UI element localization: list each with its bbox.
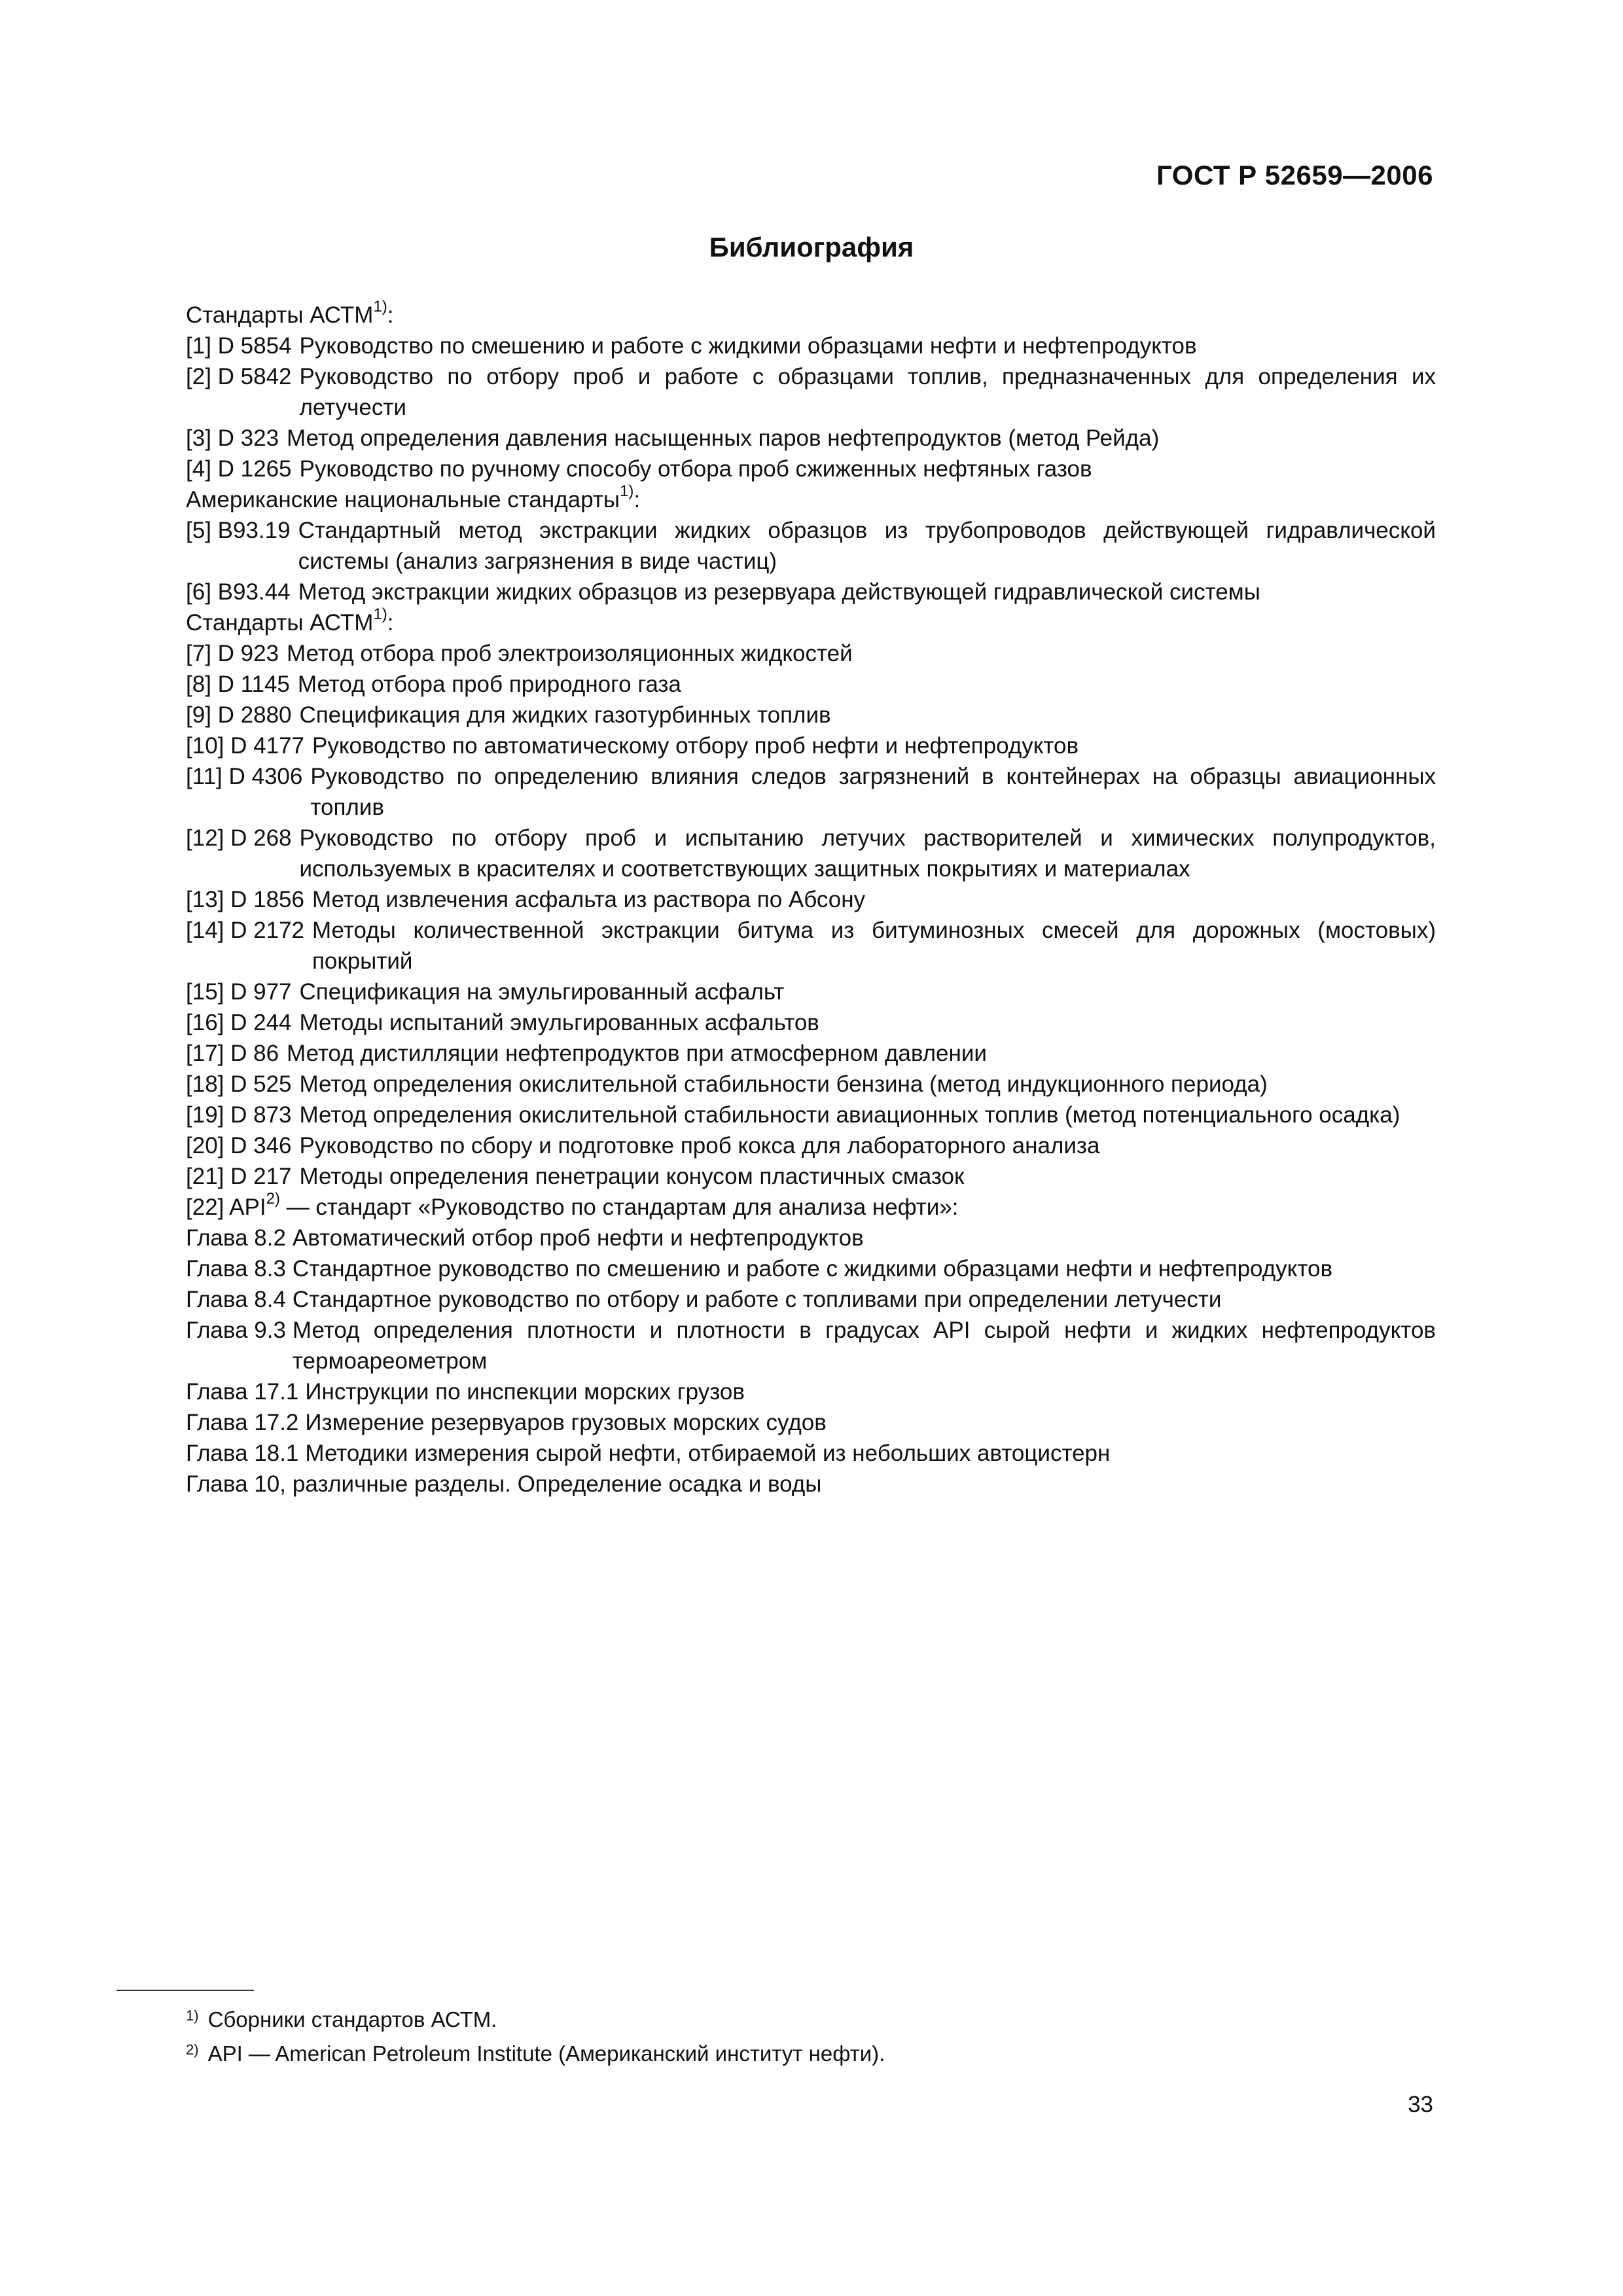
bib-text: Руководство по автоматическому отбору проб нефти и нефтепродуктов (312, 733, 1079, 759)
bib-ref: [12] D 268 (186, 825, 292, 851)
section-heading: Стандарты АСТМ$^{1)}$: (186, 605, 394, 636)
bib-ref: [6] B93.44 (186, 579, 291, 605)
chapter-label: Глава 18.1 (186, 1441, 299, 1466)
bib-entry (186, 1161, 1436, 1192)
bib-entry (186, 884, 1436, 915)
bib-entry (186, 361, 1436, 423)
bib-text: Стандартный метод экстракции жидких образцов из трубопроводов действующей гидравлической системы (анализ загрязнения в виде частиц) (298, 518, 1436, 574)
bib-entry (186, 1038, 1436, 1069)
chapter-label: Глава 17.2 (186, 1410, 299, 1435)
section-heading: Американские национальные стандарты$^{1)}$: (186, 482, 641, 512)
bib-ref: [13] D 1856 (186, 887, 304, 912)
bib-entry (186, 1007, 1436, 1038)
bib-ref: [10] D 4177 (186, 733, 304, 759)
bib-ref: [1] D 5854 (186, 333, 292, 359)
bibliography-list (186, 300, 1436, 1499)
chapter-text: Измерение резервуаров грузовых морских судов (305, 1410, 827, 1435)
bib-text: Метод извлечения асфальта из раствора по Абсону (312, 887, 866, 912)
bib-ref: [15] D 977 (186, 979, 292, 1005)
footnote-text: Сборники стандартов АСТМ. (207, 2007, 497, 2032)
footnote-text: API — American Petroleum Institute (Американский институт нефти). (207, 2041, 885, 2066)
chapter-label: Глава 8.4 (186, 1287, 286, 1312)
bib-entry (186, 823, 1436, 884)
bib-text: Метод отбора проб электроизоляционных жидкостей (287, 641, 853, 666)
bib-ref: [5] B93.19 (186, 518, 291, 543)
bib-text: Спецификация для жидких газотурбинных топлив (299, 702, 831, 728)
chapter-text: Метод определения плотности и плотности в градусах API сырой нефти и жидких нефтепродуктов термоареометром (292, 1318, 1436, 1374)
bib-text: Метод определения окислительной стабильности бензина (метод индукционного периода) (299, 1071, 1268, 1097)
bib-entry (186, 1130, 1436, 1161)
bib-text: Методы определения пенетрации конусом пластичных смазок (299, 1164, 965, 1189)
chapter-entry (186, 1438, 1436, 1469)
bib-text: Методы испытаний эмульгированных асфальтов (299, 1010, 819, 1035)
chapter-text: Стандартное руководство по смешению и работе с жидкими образцами нефти и нефтепродуктов (292, 1256, 1333, 1282)
bib-ref: [8] D 1145 (186, 672, 290, 697)
bib-entry (186, 1100, 1436, 1130)
chapter-text: Инструкции по инспекции морских грузов (305, 1379, 745, 1405)
bib-text: Методы количественной экстракции битума из битуминозных смесей для дорожных (мостовых) покрытий (312, 918, 1436, 974)
bib-ref: [18] D 525 (186, 1071, 292, 1097)
chapter-label: Глава 17.1 (186, 1379, 299, 1405)
bib-ref: [11] D 4306 (186, 764, 303, 789)
document-code: ГОСТ Р 52659—2006 (1156, 160, 1433, 190)
chapter-entry (186, 1376, 1436, 1407)
bib-text: Метод определения окислительной стабильности авиационных топлив (метод потенциального осадка) (299, 1102, 1400, 1128)
page-number: 33 (1408, 2092, 1433, 2117)
chapter-entry (186, 1223, 1436, 1253)
bib-entry (186, 669, 1436, 700)
bib-ref: [17] D 86 (186, 1041, 279, 1066)
footnote (186, 2003, 885, 2037)
bib-text: Руководство по определению влияния следов загрязнений в контейнерах на образцы авиационных топлив (310, 764, 1436, 820)
bib-entry (186, 1069, 1436, 1100)
bib-ref: [19] D 873 (186, 1102, 292, 1128)
bib-ref: [21] D 217 (186, 1164, 292, 1189)
bib-text: Метод дистилляции нефтепродуктов при атмосферном давлении (287, 1041, 987, 1066)
bib-ref: [14] D 2172 (186, 918, 304, 943)
bib-entry (186, 638, 1436, 669)
footnotes (186, 2003, 885, 2071)
bib-entry (186, 515, 1436, 577)
bib-entry (186, 915, 1436, 977)
chapter-entry (186, 1284, 1436, 1315)
bib-ref: [9] D 2880 (186, 702, 292, 728)
chapter-label: Глава 8.3 (186, 1256, 286, 1282)
chapter-text: различные разделы. Определение осадка и воды (292, 1471, 822, 1497)
bib-ref: [7] D 923 (186, 641, 279, 666)
bib-text: Спецификация на эмульгированный асфальт (299, 979, 785, 1005)
api-entry: [22] API$^{2)}$ — стандарт «Руководство по стандартам для анализа нефти»: (186, 1190, 959, 1220)
chapter-label: Глава 9.3 (186, 1318, 286, 1343)
bib-text: Руководство по отбору проб и работе с образцами топлив, предназначенных для определения их летучести (299, 364, 1436, 420)
bib-ref: [2] D 5842 (186, 364, 292, 389)
chapter-text: Стандартное руководство по отбору и работе с топливами при определении летучести (292, 1287, 1222, 1312)
bib-entry (186, 977, 1436, 1007)
bib-entry (186, 331, 1436, 361)
bib-ref: [20] D 346 (186, 1133, 292, 1158)
footnote-marker: 2) (186, 2041, 199, 2058)
bib-text: Руководство по ручному способу отбора проб сжиженных нефтяных газов (299, 456, 1092, 482)
bib-text: Метод экстракции жидких образцов из резервуара действующей гидравлической системы (298, 579, 1260, 605)
footnote-marker: 1) (186, 2007, 199, 2024)
chapter-entry (186, 1253, 1436, 1284)
chapter-label: Глава 10, (186, 1471, 286, 1497)
footnote (186, 2037, 885, 2071)
bib-text: Руководство по смешению и работе с жидкими образцами нефти и нефтепродуктов (299, 333, 1197, 359)
bib-entry (186, 761, 1436, 823)
chapter-entry (186, 1315, 1436, 1376)
footnote-divider (116, 1990, 254, 1991)
bib-text: Метод отбора проб природного газа (297, 672, 681, 697)
bib-text: Руководство по отбору проб и испытанию летучих растворителей и химических полупродуктов, используемых в красителях и соответствующих защитных покрытиях и материалах (299, 825, 1436, 882)
bib-text: Руководство по сбору и подготовке проб кокса для лабораторного анализа (299, 1133, 1100, 1158)
bib-entry (186, 454, 1436, 484)
chapter-label: Глава 8.2 (186, 1225, 286, 1251)
bib-ref: [16] D 244 (186, 1010, 292, 1035)
chapter-entry (186, 1469, 1436, 1499)
section-heading: Стандарты АСТМ$^{1)}$: (186, 298, 394, 328)
bib-entry (186, 700, 1436, 730)
chapter-text: Автоматический отбор проб нефти и нефтепродуктов (292, 1225, 864, 1251)
chapter-entry (186, 1407, 1436, 1438)
chapter-text: Методики измерения сырой нефти, отбираемой из небольших автоцистерн (305, 1441, 1111, 1466)
bib-ref: [3] D 323 (186, 425, 279, 451)
bib-ref: [4] D 1265 (186, 456, 292, 482)
bib-entry (186, 730, 1436, 761)
bib-entry (186, 577, 1436, 607)
bib-entry (186, 423, 1436, 454)
page-title: Библиография (709, 232, 914, 262)
bib-text: Метод определения давления насыщенных паров нефтепродуктов (метод Рейда) (287, 425, 1160, 451)
